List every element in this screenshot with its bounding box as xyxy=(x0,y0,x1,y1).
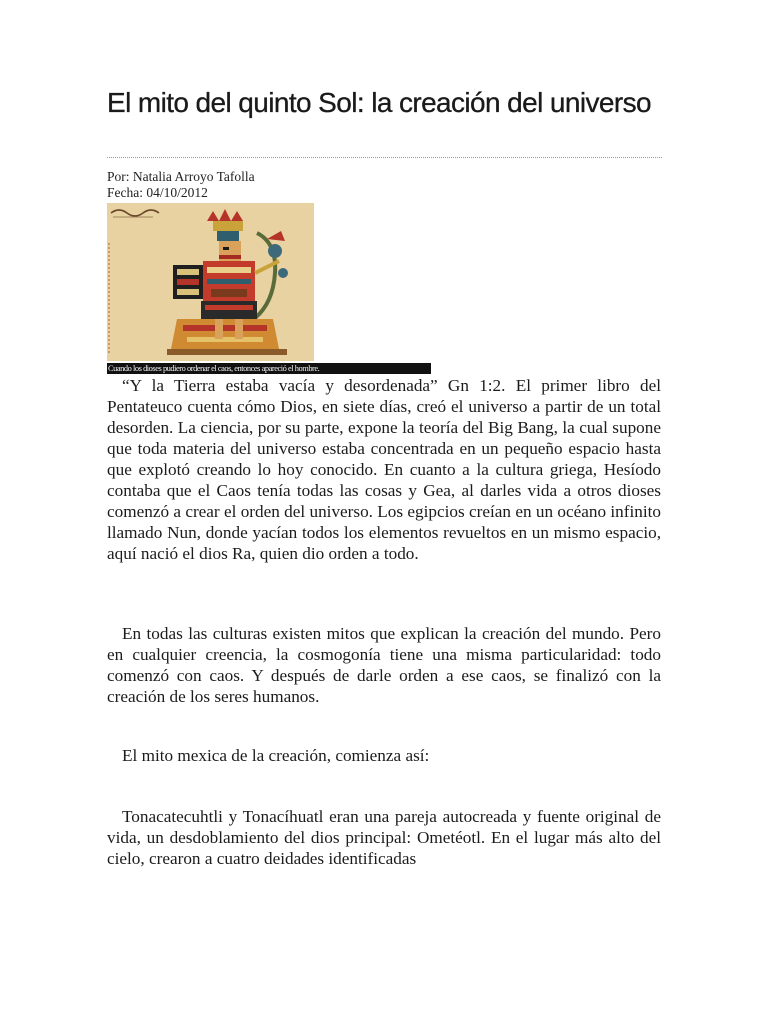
image-caption: Cuando los dioses pudiero ordenar el caos, entonces apareció el hombre. xyxy=(107,363,431,374)
paragraph-4: Tonacatecuhtli y Tonacíhuatl eran una pareja autocreada y fuente original de vida, un desdoblamiento del dios principal: Ometéotl. En el lugar más alto del cielo, crearon a cuatro deidades identificadas xyxy=(107,807,661,868)
paragraph-3: El mito mexica de la creación, comienza así: xyxy=(122,746,430,765)
paragraph-1: “Y la Tierra estaba vacía y desordenada” Gn 1:2. El primer libro del Pentateuco cuenta cómo Dios, en siete días, creó el universo a partir de un total desorden. La ciencia, por su parte, expone la teoría del Big Bang, la cual supone que toda materia del universo estaba concentrada en un pequeño espacio hasta que explotó creando lo hoy conocido. En cuanto a la cultura griega, Hesíodo contaba que el Caos tenía todas las cosas y Gea, al darles vida a otros dioses comenzó a crear el orden del universo. Los egipcios creían en un océano infinito llamado Nun, donde yacían todos los elementos revueltos en un mismo espacio, aquí nació el dios Ra, quien dio orden a todo. xyxy=(107,376,661,563)
author-line: Por: Natalia Arroyo Tafolla xyxy=(107,169,255,184)
article-title: El mito del quinto Sol: la creación del universo xyxy=(107,87,651,118)
date-line: Fecha: 04/10/2012 xyxy=(107,185,208,200)
paragraph-2: En todas las culturas existen mitos que explican la creación del mundo. Pero en cualquier creencia, la cosmogonía tiene una misma particularidad: todo comenzó con caos. Y después de darle orden a ese caos, se finalizó con la creación de los seres humanos. xyxy=(107,624,661,706)
codex-illustration xyxy=(107,203,314,361)
title-divider xyxy=(107,157,662,158)
